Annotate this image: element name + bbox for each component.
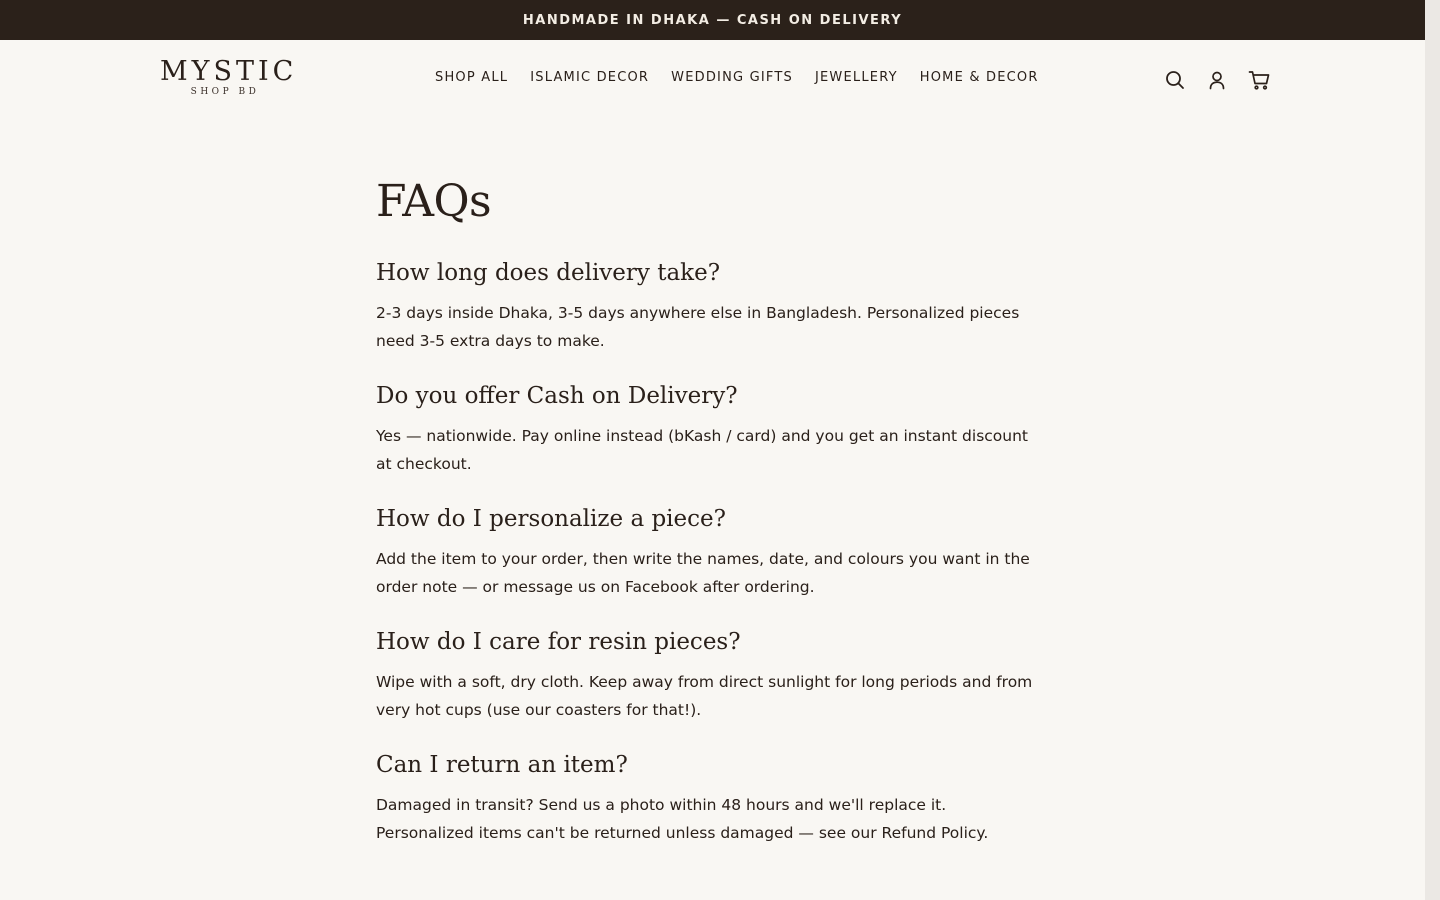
faq-answer: 2-3 days inside Dhaka, 3-5 days anywhere else in Bangladesh. Personalized pieces need 3-5 extra days to make.: [376, 304, 1020, 350]
faq-content: [376, 170, 1041, 847]
faq-question: How do I care for resin pieces?: [376, 629, 741, 655]
faq-question: How do I personalize a piece?: [376, 506, 726, 532]
faq-answer: Wipe with a soft, dry cloth. Keep away from direct sunlight for long periods and from very hot cups (use our coasters for that!).: [376, 673, 1033, 719]
faq-item: [376, 258, 1041, 355]
faq-answer: Damaged in transit? Send us a photo within 48 hours and we'll replace it. Personalized items can't be returned unless damaged — see our Refund Policy.: [376, 796, 989, 842]
nav-jewellery[interactable]: JEWELLERY: [814, 70, 898, 85]
logo-sub-text: SHOP BD: [190, 87, 260, 97]
faq-item: [376, 381, 1041, 478]
faq-item: [376, 627, 1041, 724]
scrollbar[interactable]: [1425, 0, 1440, 900]
header-icons: [1163, 68, 1271, 92]
account-icon[interactable]: [1205, 68, 1229, 92]
faq-item: [376, 504, 1041, 601]
logo[interactable]: [160, 56, 298, 97]
announcement-bar: [0, 0, 1425, 40]
nav-home-decor[interactable]: HOME & DECOR: [919, 70, 1039, 85]
faq-item: [376, 750, 1041, 847]
nav-wedding-gifts[interactable]: WEDDING GIFTS: [671, 70, 793, 85]
faq-answer: Yes — nationwide. Pay online instead (bKash / card) and you get an instant discount at checkout.: [376, 427, 1029, 473]
page-title: FAQs: [376, 176, 492, 227]
faq-question: Can I return an item?: [376, 752, 628, 778]
faq-answer: Add the item to your order, then write the names, date, and colours you want in the order note — or message us on Facebook after ordering.: [376, 550, 1030, 596]
search-icon[interactable]: [1163, 68, 1187, 92]
main-nav: [435, 70, 1039, 85]
faq-question: How long does delivery take?: [376, 260, 721, 286]
nav-shop-all[interactable]: SHOP ALL: [435, 70, 509, 85]
cart-icon[interactable]: [1247, 68, 1271, 92]
logo-main-text: MYSTIC: [160, 56, 298, 87]
nav-islamic-decor[interactable]: ISLAMIC DECOR: [530, 70, 650, 85]
faq-question: Do you offer Cash on Delivery?: [376, 383, 738, 409]
site-header: [0, 40, 1425, 120]
announcement-text: HANDMADE IN DHAKA — CASH ON DELIVERY: [522, 12, 903, 28]
